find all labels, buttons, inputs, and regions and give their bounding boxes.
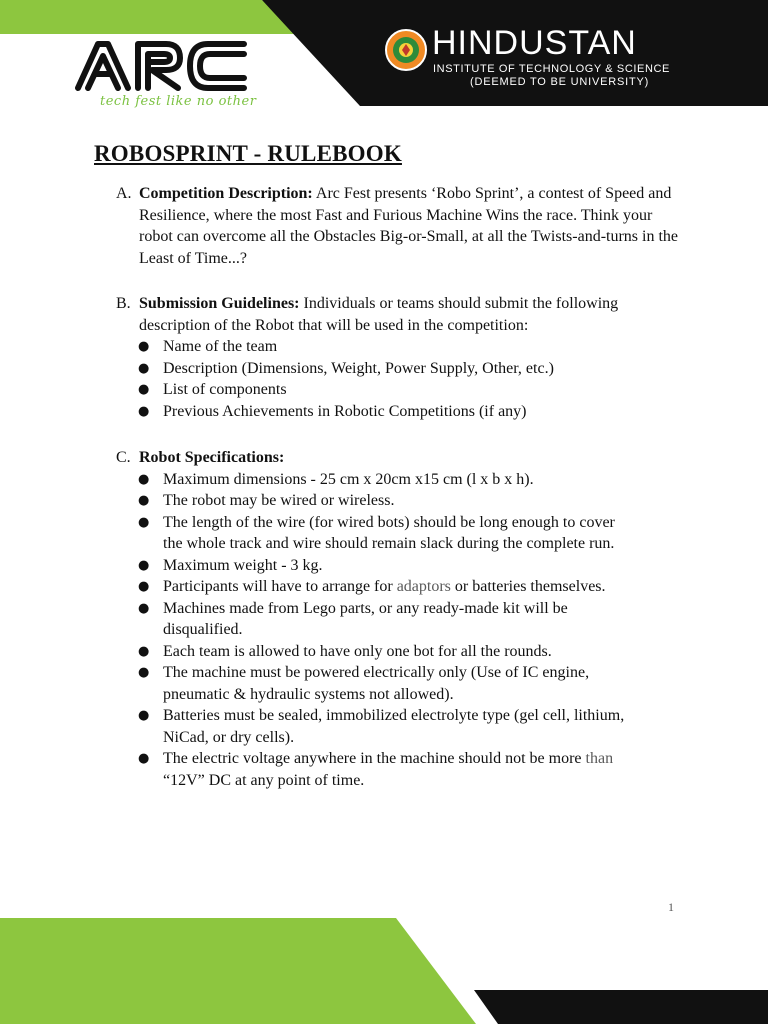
section-body — [139, 183, 679, 269]
submission-list — [116, 336, 679, 422]
list-item: ● Maximum dimensions - 25 cm x 20cm x15 cm (l x b x h). — [116, 469, 679, 491]
section-heading: Submission Guidelines: — [139, 295, 300, 312]
institution-status: (DEEMED TO BE UNIVERSITY) — [470, 76, 650, 88]
list-item-text: The electric voltage anywhere in the machine should not be more — [163, 750, 586, 767]
section-body — [139, 447, 679, 791]
list-item — [116, 748, 679, 791]
list-item: ● The robot may be wired or wireless. — [116, 490, 679, 512]
list-item: ● The machine must be powered electrically only (Use of IC engine, pneumatic & hydraulic systems not allowed). — [116, 662, 679, 705]
section-heading: Robot Specifications: — [139, 449, 285, 466]
list-item: ● Previous Achievements in Robotic Competitions (if any) — [116, 401, 679, 423]
list-item: ● Description (Dimensions, Weight, Power Supply, Other, etc.) — [116, 358, 679, 380]
list-item: ● Machines made from Lego parts, or any ready-made kit will be disqualified. — [116, 598, 679, 641]
list-item: ● Maximum weight - 3 kg. — [116, 555, 679, 577]
footer-background — [0, 918, 768, 1024]
arc-tagline: tech fest like no other — [100, 94, 257, 109]
institution-subtitle: INSTITUTE OF TECHNOLOGY & SCIENCE — [433, 63, 670, 75]
section-letter: A. — [116, 185, 132, 202]
section-letter: B. — [116, 295, 131, 312]
list-item — [116, 576, 679, 598]
list-item: ● Each team is allowed to have only one bot for all the rounds. — [116, 641, 679, 663]
section-text: Individuals or teams should submit the following description of the Robot that will be used in the competition: — [139, 295, 619, 334]
section-heading: Competition Description: — [139, 185, 313, 202]
list-item: ● Name of the team — [116, 336, 679, 358]
list-item-text: Participants will have to arrange for — [163, 578, 397, 595]
section-text: Arc Fest presents ‘Robo Sprint’, a contest of Speed and Resilience, where the most Fast and Furious Machine Wins the race. Think your robot can overcome all the Obstacles Big-or-Small, at all the Twists-and-turns in the Least of Time...? — [139, 185, 679, 267]
arc-logo-icon — [74, 38, 250, 92]
page-title: ROBOSPRINT - RULEBOOK — [94, 141, 402, 166]
list-item-text: “12V” DC at any point of time. — [163, 771, 365, 789]
institution-name: HINDUSTAN — [432, 24, 637, 62]
list-item: ● List of components — [116, 379, 679, 401]
list-item: ● Batteries must be sealed, immobilized electrolyte type (gel cell, lithium, NiCad, or dry cells). — [116, 705, 679, 748]
list-item-text: than — [585, 750, 614, 767]
page-number: 1 — [668, 900, 674, 914]
section-body — [139, 293, 679, 422]
adaptors-link[interactable]: adaptors — [396, 578, 451, 595]
list-item-text: or batteries themselves. — [450, 578, 606, 595]
list-item: ● The length of the wire (for wired bots) should be long enough to cover the whole track and wire should remain slack during the complete run. — [116, 512, 679, 555]
specifications-list — [116, 469, 679, 792]
university-emblem-icon — [384, 28, 428, 72]
section-letter: C. — [116, 449, 131, 466]
